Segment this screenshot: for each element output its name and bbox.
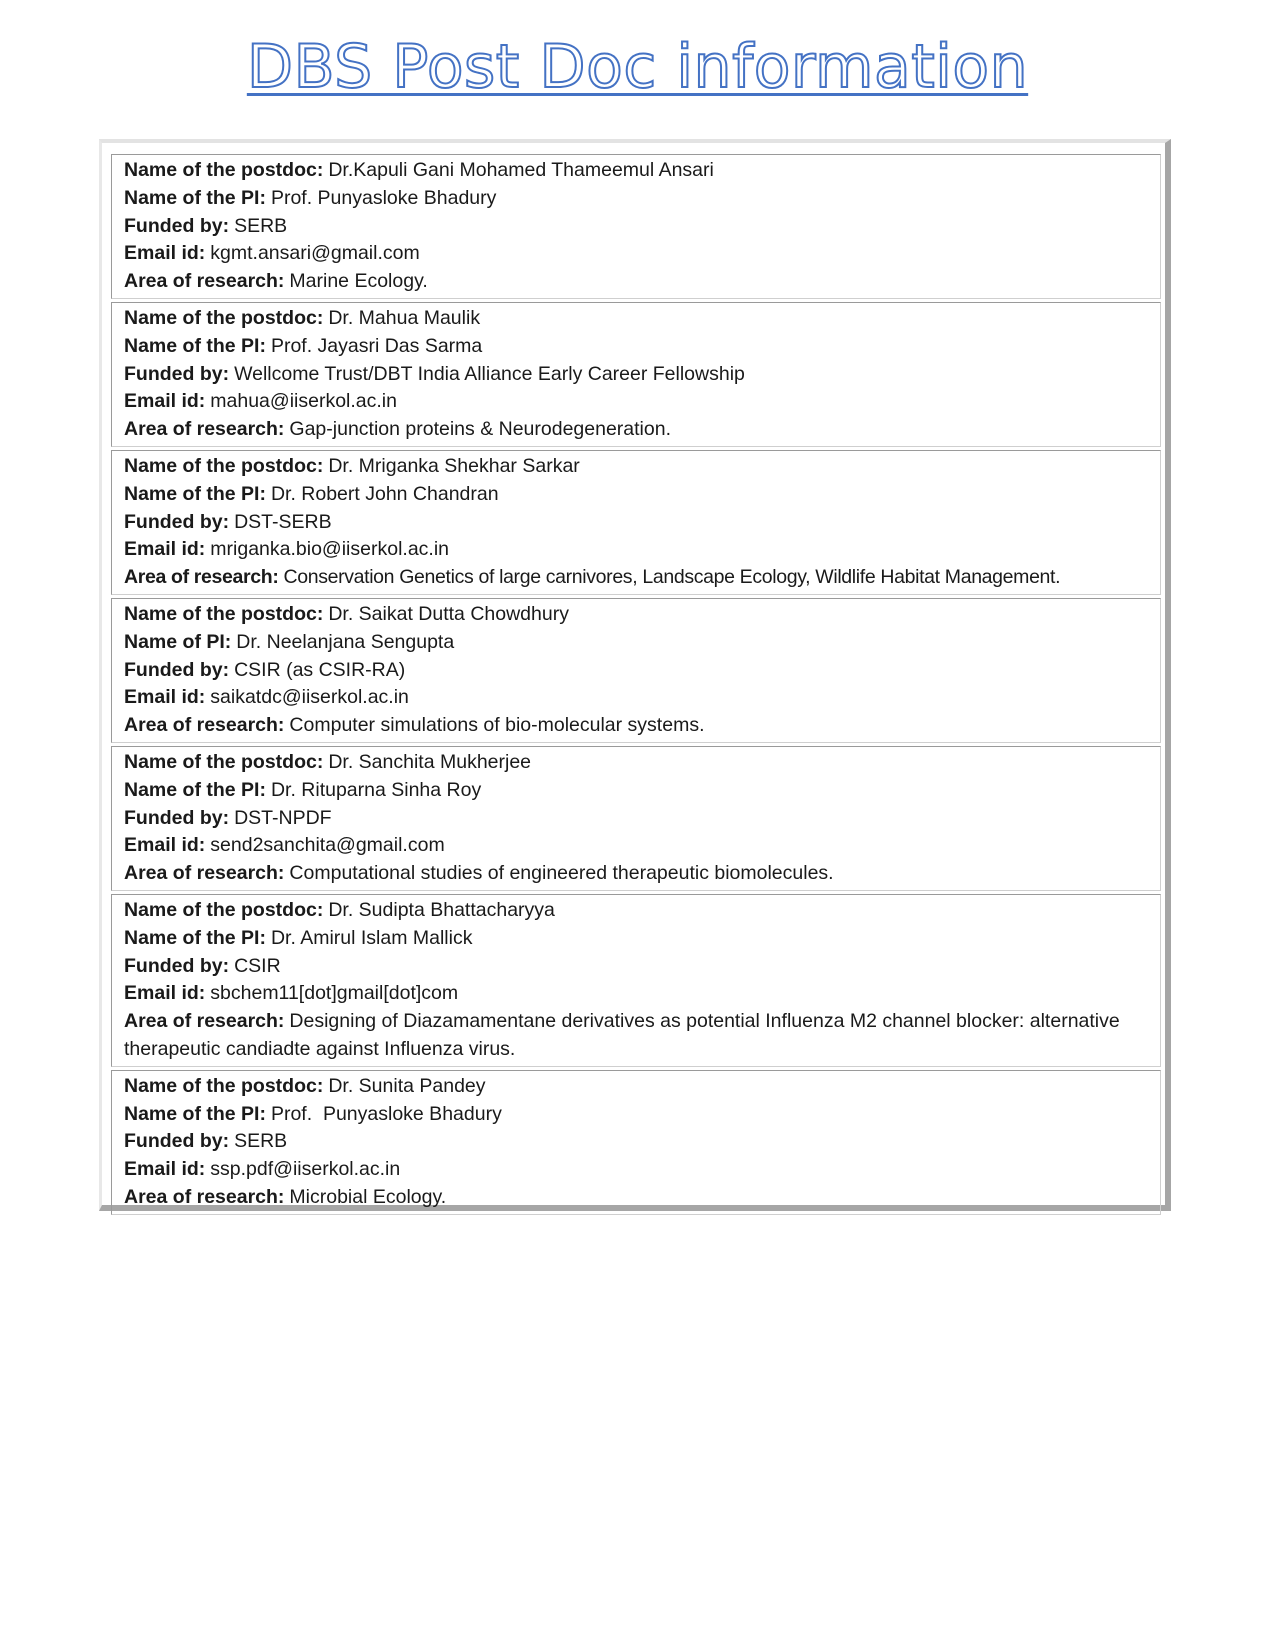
field-value: Designing of Diazamamentane derivatives as potential Influenza M2 channel blocker: alternative therapeutic candiadte against Influenza virus. bbox=[124, 1010, 1120, 1060]
email-value: sbchem11[dot]gmail[dot]com bbox=[210, 982, 459, 1005]
field-value: SERB bbox=[234, 1130, 288, 1153]
field-label: Name of the postdoc: bbox=[124, 750, 324, 773]
table-row bbox=[111, 302, 1161, 447]
field-label: Email id: bbox=[124, 834, 206, 857]
field-label: Name of the postdoc: bbox=[124, 1074, 324, 1097]
field-value: Wellcome Trust/DBT India Alliance Early Career Fellowship bbox=[234, 362, 745, 385]
page-title: DBS Post Doc information bbox=[246, 32, 1029, 102]
research-area-line bbox=[124, 860, 1160, 888]
field-label: Area of research: bbox=[124, 1010, 285, 1033]
funded-by-line bbox=[124, 805, 1160, 833]
funded-by-line bbox=[124, 1128, 1160, 1156]
funded-by-line bbox=[124, 361, 1160, 389]
postdoc-name-line bbox=[124, 305, 1160, 333]
table-row bbox=[111, 1070, 1161, 1215]
field-label: Area of research: bbox=[124, 418, 285, 441]
funded-by-line bbox=[124, 213, 1160, 241]
table-row bbox=[111, 746, 1161, 891]
field-label: Name of the postdoc: bbox=[124, 306, 324, 329]
field-value: Dr. Amirul Islam Mallick bbox=[270, 926, 473, 949]
pi-name-line bbox=[124, 333, 1160, 361]
field-label: Email id: bbox=[124, 538, 206, 561]
field-value: DST-NPDF bbox=[234, 806, 332, 829]
field-label: Funded by: bbox=[124, 954, 230, 977]
field-label: Funded by: bbox=[124, 658, 230, 681]
field-value: Dr. Saikat Dutta Chowdhury bbox=[328, 602, 569, 625]
research-area-line bbox=[124, 712, 1160, 740]
postdoc-name-line bbox=[124, 601, 1160, 629]
field-label: Email id: bbox=[124, 390, 206, 413]
funded-by-line bbox=[124, 509, 1160, 537]
email-value: saikatdc@iiserkol.ac.in bbox=[210, 686, 409, 709]
field-value: SERB bbox=[234, 214, 288, 237]
postdoc-name-line bbox=[124, 897, 1160, 925]
field-label: Name of the PI: bbox=[124, 778, 266, 801]
pi-name-line bbox=[124, 481, 1160, 509]
field-label: Name of the PI: bbox=[124, 926, 266, 949]
research-area-line bbox=[124, 1184, 1160, 1212]
field-label: Email id: bbox=[124, 982, 206, 1005]
field-label: Area of research: bbox=[124, 270, 285, 293]
field-label: Area of research: bbox=[124, 714, 285, 737]
field-label: Funded by: bbox=[124, 362, 230, 385]
field-label: Area of research: bbox=[124, 1185, 285, 1208]
email-value: mahua@iiserkol.ac.in bbox=[210, 390, 397, 413]
field-label: Name of the PI: bbox=[124, 186, 266, 209]
field-value: Dr. Sunita Pandey bbox=[328, 1074, 486, 1097]
research-area-line bbox=[124, 564, 1160, 592]
email-value: send2sanchita@gmail.com bbox=[210, 834, 445, 857]
field-value: Microbial Ecology. bbox=[289, 1185, 447, 1208]
field-label: Name of the postdoc: bbox=[124, 602, 324, 625]
field-value: Computer simulations of bio-molecular systems. bbox=[289, 714, 705, 737]
field-label: Name of PI: bbox=[124, 630, 232, 653]
field-label: Name of the postdoc: bbox=[124, 898, 324, 921]
field-label: Email id: bbox=[124, 686, 206, 709]
email-value: kgmt.ansari@gmail.com bbox=[210, 242, 420, 265]
pi-name-line bbox=[124, 1101, 1160, 1129]
funded-by-line bbox=[124, 657, 1160, 685]
email-line bbox=[124, 388, 1160, 416]
field-value: Dr. Sudipta Bhattacharyya bbox=[328, 898, 555, 921]
pi-name-line bbox=[124, 629, 1160, 657]
field-label: Funded by: bbox=[124, 806, 230, 829]
research-area-line bbox=[124, 416, 1160, 444]
field-label: Area of research: bbox=[124, 862, 285, 885]
email-line bbox=[124, 240, 1160, 268]
table-row bbox=[111, 450, 1161, 595]
field-value: Dr. Sanchita Mukherjee bbox=[328, 750, 532, 773]
postdoc-name-line bbox=[124, 453, 1160, 481]
field-value: Dr. Mahua Maulik bbox=[328, 306, 481, 329]
table-row bbox=[111, 894, 1161, 1067]
funded-by-line bbox=[124, 953, 1160, 981]
email-value: ssp.pdf@iiserkol.ac.in bbox=[210, 1158, 401, 1181]
field-value: Dr. Mriganka Shekhar Sarkar bbox=[328, 454, 580, 477]
field-value: Conservation Genetics of large carnivores, Landscape Ecology, Wildlife Habitat Management. bbox=[283, 566, 1061, 589]
field-value: Dr. Neelanjana Sengupta bbox=[236, 630, 455, 653]
postdoc-name-line bbox=[124, 157, 1160, 185]
pi-name-line bbox=[124, 185, 1160, 213]
field-value: Marine Ecology. bbox=[289, 270, 428, 293]
field-value: Prof. Punyasloke Bhadury bbox=[270, 1102, 502, 1125]
email-value: mriganka.bio@iiserkol.ac.in bbox=[210, 538, 450, 561]
field-label: Funded by: bbox=[124, 510, 230, 533]
postdoc-table bbox=[111, 154, 1161, 1218]
field-value: CSIR bbox=[234, 954, 281, 977]
field-label: Name of the PI: bbox=[124, 334, 266, 357]
email-line bbox=[124, 684, 1160, 712]
field-value: CSIR (as CSIR-RA) bbox=[234, 658, 406, 681]
email-line bbox=[124, 832, 1160, 860]
field-value: DST-SERB bbox=[234, 510, 332, 533]
table-row bbox=[111, 154, 1161, 299]
field-value: Computational studies of engineered therapeutic biomolecules. bbox=[289, 862, 834, 885]
field-label: Name of the PI: bbox=[124, 1102, 266, 1125]
postdoc-name-line bbox=[124, 1073, 1160, 1101]
field-label: Email id: bbox=[124, 242, 206, 265]
research-area-line bbox=[124, 1008, 1160, 1064]
field-label: Funded by: bbox=[124, 214, 230, 237]
field-label: Funded by: bbox=[124, 1130, 230, 1153]
field-value: Dr.Kapuli Gani Mohamed Thameemul Ansari bbox=[328, 159, 714, 181]
field-value: Prof. Jayasri Das Sarma bbox=[270, 334, 483, 357]
field-value: Prof. Punyasloke Bhadury bbox=[270, 186, 497, 209]
field-value: Gap-junction proteins & Neurodegeneration. bbox=[289, 418, 671, 441]
email-line bbox=[124, 536, 1160, 564]
email-line bbox=[124, 980, 1160, 1008]
field-value: Dr. Robert John Chandran bbox=[270, 482, 499, 505]
field-label: Email id: bbox=[124, 1158, 206, 1181]
field-value: Dr. Rituparna Sinha Roy bbox=[270, 778, 482, 801]
field-label: Name of the PI: bbox=[124, 482, 266, 505]
pi-name-line bbox=[124, 925, 1160, 953]
table-row bbox=[111, 598, 1161, 743]
pi-name-line bbox=[124, 777, 1160, 805]
email-line bbox=[124, 1156, 1160, 1184]
postdoc-name-line bbox=[124, 749, 1160, 777]
field-label: Name of the postdoc: bbox=[124, 159, 324, 181]
field-label: Name of the postdoc: bbox=[124, 454, 324, 477]
field-label: Area of research: bbox=[124, 566, 279, 589]
research-area-line bbox=[124, 268, 1160, 296]
